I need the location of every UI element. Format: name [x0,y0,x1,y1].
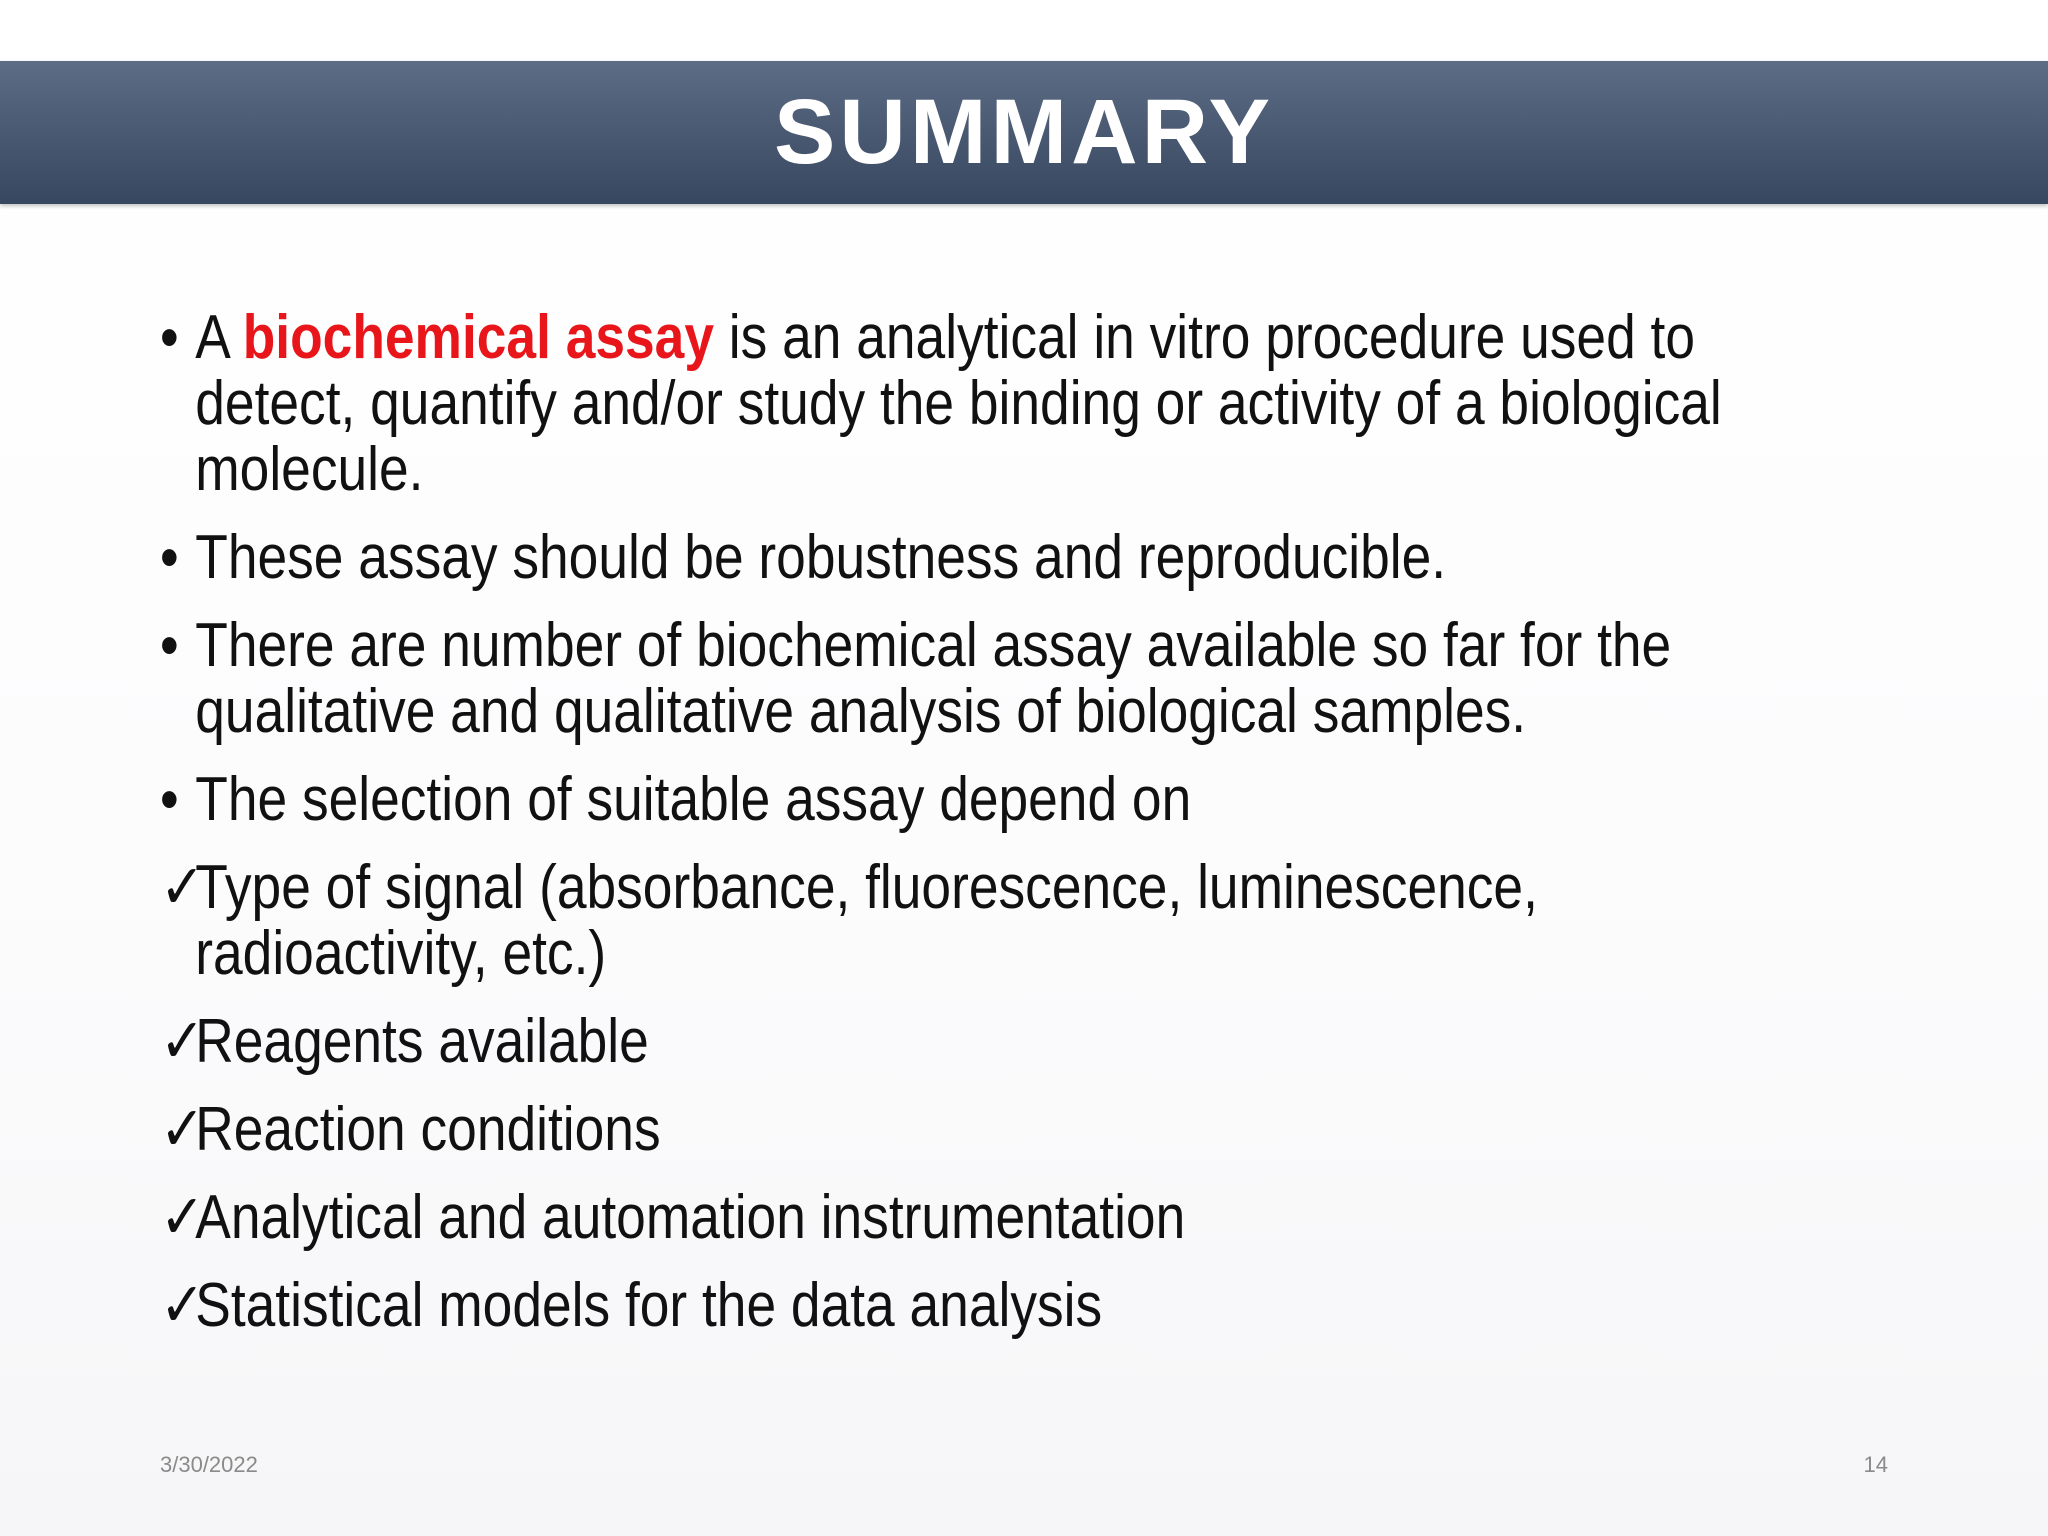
check-text: Analytical and automation instrumentation [195,1183,1186,1252]
bullet-item-3 [160,613,1794,745]
bullet-marker: • [160,523,179,592]
bullet-text: These assay should be robustness and reproducible. [195,523,1447,592]
bullet-item-1 [160,305,1794,503]
bullet-rest: is an analytical in vitro procedure used to detect, quantify and/or study the binding or activity of a biological molecule. [195,303,1722,504]
check-text: Type of signal (absorbance, fluorescence, luminescence, radioactivity, etc.) [195,853,1538,988]
slide-title: SUMMARY [774,81,1274,183]
page-number: 14 [1863,1452,1888,1477]
footer-date: 3/30/2022 [160,1452,258,1477]
highlighted-term: biochemical assay [242,303,714,372]
slide-content [160,305,1980,1361]
bullet-prefix: A [195,303,243,372]
check-item-3 [160,1097,1794,1163]
bullet-text: There are number of biochemical assay available so far for the qualitative and qualitative analysis of biological samples. [195,611,1672,746]
check-item-1 [160,855,1794,987]
bullet-marker: • [160,611,179,680]
bullet-item-4 [160,767,1794,833]
checkmark-icon: ✓ [160,1271,205,1340]
bullet-marker: • [160,303,179,372]
check-text: Reagents available [195,1007,649,1076]
checkmark-icon: ✓ [160,853,205,922]
bullet-marker: • [160,765,179,834]
checkmark-icon: ✓ [160,1095,205,1164]
title-bar [0,61,2048,204]
check-item-4 [160,1185,1794,1251]
check-text: Reaction conditions [195,1095,661,1164]
check-item-2 [160,1009,1794,1075]
bullet-item-2 [160,525,1794,591]
bullet-text [160,305,1794,503]
checkmark-icon: ✓ [160,1007,205,1076]
check-text: Statistical models for the data analysis [195,1271,1103,1340]
bullet-text: The selection of suitable assay depend on [195,765,1192,834]
checkmark-icon: ✓ [160,1183,205,1252]
check-item-5 [160,1273,1794,1339]
